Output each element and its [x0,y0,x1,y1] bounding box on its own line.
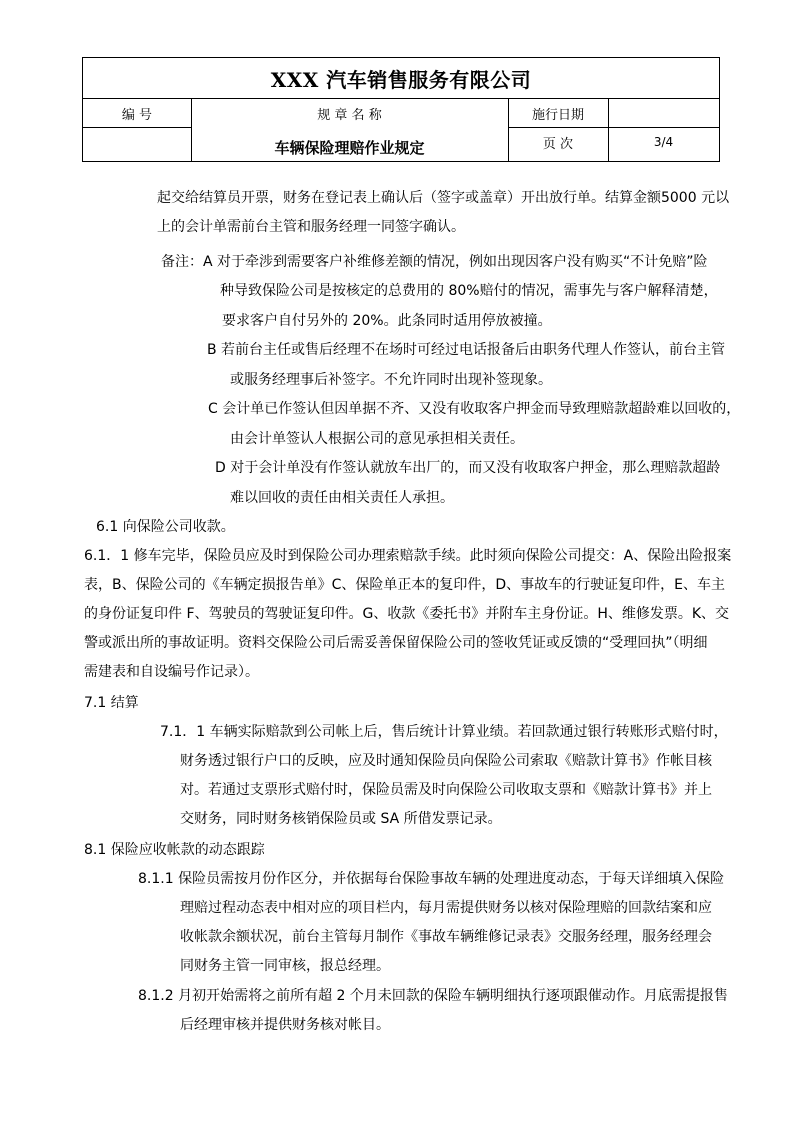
header-effective-date-value [608,99,719,127]
header-page-label: 页 次 [542,136,574,152]
note-line: 备注：A 对于牵涉到需要客户补维修差额的情况，例如出现因客户没有购买“不计免赔”险 [161,254,708,270]
paragraph-line: 同财务主管一同审核，报总经理。 [180,958,390,974]
note-line: 难以回收的责任由相关责任人承担。 [230,490,454,506]
section-heading: 6.1 向保险公司收款。 [96,519,235,535]
paragraph-line: 收帐款余额状况，前台主管每月制作《事故车辆维修记录表》交服务经理，服务经理会 [180,929,712,945]
paragraph-line: 财务透过银行户口的反映，应及时通知保险员向保险公司索取《赔款计算书》作帐目核 [180,753,712,769]
section-heading: 8.1 保险应收帐款的动态跟踪 [84,842,265,858]
paragraph-line: 需建表和自设编号作记录）。 [84,664,259,680]
paragraph-line: 8.1.1 保险员需按月份作区分，并依据每台保险事故车辆的处理进度动态，于每天详细填入保险 [138,871,725,887]
paragraph-line: 交财务，同时财务核销保险员或 SA 所借发票记录。 [180,811,502,827]
header-page-value: 3/4 [653,135,674,149]
note-line: D 对于会计单没有作签认就放车出厂的，而又没有收取客户押金，那么理赔款超龄 [215,460,721,476]
company-row [83,58,719,99]
note-line: 要求客户自付另外的 20%。此条同时适用停放被撞。 [222,313,552,329]
paragraph-line: 上的会计单需前台主管和服务经理一同签字确认。 [157,219,465,235]
note-line: 由会计单签认人根据公司的意见承担相关责任。 [230,431,524,447]
paragraph-line: 起交给结算员开票，财务在登记表上确认后（签字或盖章）开出放行单。结算金额5000 元以 [157,190,730,206]
note-line: B 若前台主任或售后经理不在场时可经过电话报备后由职务代理人作签认，前台主管 [207,342,726,358]
paragraph-line: 警或派出所的事故证明。资料交保险公司后需妥善保留保险公司的签收凭证或反馈的“受理回执”（明细 [84,635,708,651]
header-number-value [83,127,191,161]
paragraph-line: 对。若通过支票形式赔付时，保险员需及时向保险公司收取支票和《赔款计算书》并上 [180,782,712,798]
paragraph-line: 的身份证复印件 F、驾驶员的驾驶证复印件。G、收款《委托书》并附车主身份证。H、维修发票。K、交 [84,606,730,622]
document-header-table [82,57,720,162]
header-effective-date-label: 施行日期 [531,107,584,123]
header-rule-name-label: 规 章 名 称 [317,107,382,123]
section-heading: 7.1 结算 [84,695,139,711]
note-line: 种导致保险公司是按核定的总费用的 80%赔付的情况，需事先与客户解释清楚， [220,283,718,299]
document-title: 车辆保险理赔作业规定 [274,138,425,157]
paragraph-line: 7.1．1 车辆实际赔款到公司帐上后，售后统计计算业绩。若回款通过银行转账形式赔付时， [160,724,728,740]
company-name: XXX 汽车销售服务有限公司 [270,67,532,92]
paragraph-line: 表，B、保险公司的《车辆定损报告单》C、保险单正本的复印件，D、事故车的行驶证复印件，E、车主 [84,577,726,593]
paragraph-line: 6.1．1 修车完毕，保险员应及时到保险公司办理索赔款手续。此时须向保险公司提交：A、保险出险报案 [84,548,732,564]
paragraph-line: 后经理审核并提供财务核对帐目。 [180,1017,390,1033]
note-line: C 会计单已作签认但因单据不齐、又没有收取客户押金而导致理赔款超龄难以回收的， [208,401,741,417]
header-number-label: 编 号 [121,107,153,123]
note-line: 或服务经理事后补签字。不允许同时出现补签现象。 [230,372,552,388]
paragraph-line: 理赔过程动态表中相对应的项目栏内，每月需提供财务以核对保险理赔的回款结案和应 [180,900,712,916]
paragraph-line: 8.1.2 月初开始需将之前所有超 2 个月未回款的保险车辆明细执行逐项跟催动作。月底需提报售 [138,988,728,1004]
